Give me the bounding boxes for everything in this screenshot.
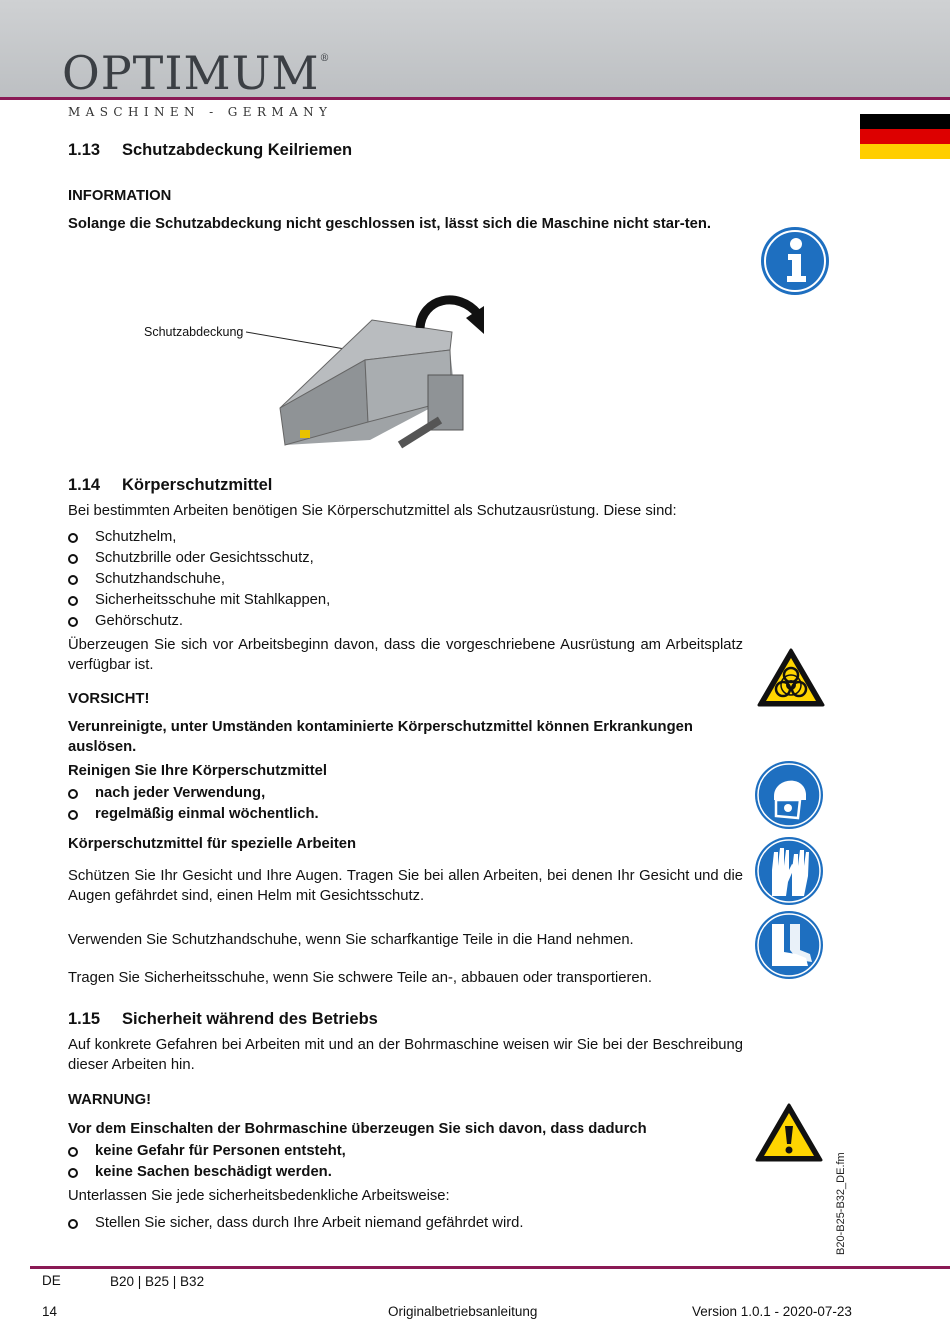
brand-name: OPTIMUM [62, 46, 320, 100]
caution-text: Verunreinigte, unter Umständen kontaminierte Körperschutzmittel können Erkrankungen auslösen. [68, 719, 693, 755]
operation-intro: Auf konkrete Gefahren bei Arbeiten mit und an der Bohrmaschine weisen wir Sie bei der Beschreibung dieser Arbeiten hin. [68, 1037, 743, 1073]
page-number: 14 [42, 1304, 58, 1319]
gloves-text: Verwenden Sie Schutzhandschuhe, wenn Sie scharfkantige Teile in die Hand nehmen. [68, 932, 634, 948]
figure-label: Schutzabdeckung [144, 325, 244, 339]
gloves-mandatory-icon [754, 836, 824, 906]
caution-label: VORSICHT! [68, 691, 150, 707]
footer-divider [30, 1266, 950, 1269]
section-heading-1-15: 1.15 Sicherheit während des Betriebs [68, 1010, 378, 1028]
face-protection-text: Schützen Sie Ihr Gesicht und Ihre Augen. Tragen Sie bei allen Arbeiten, bei denen Ihr Gesicht und die Augen gefährdet sind, einen Helm mit Gesichtsschutz. [68, 868, 743, 904]
face-shield-mandatory-icon [754, 760, 824, 830]
shoes-text: Tragen Sie Sicherheitsschuhe, wenn Sie schwere Teile an-, abbauen oder transportieren. [68, 970, 652, 986]
footer-version: Version 1.0.1 - 2020-07-23 [692, 1304, 852, 1319]
ppe-intro: Bei bestimmten Arbeiten benötigen Sie Körperschutzmittel als Schutzausrüstung. Diese sind: [68, 503, 677, 519]
footer-models: B20 | B25 | B32 [110, 1274, 205, 1289]
german-flag-icon [860, 114, 950, 159]
warning-label: WARNUNG! [68, 1092, 152, 1108]
info-icon [760, 226, 830, 296]
file-code: B20-B25-B32_DE.fm [835, 1152, 847, 1255]
general-warning-icon [754, 1102, 824, 1164]
brand-logo [62, 46, 331, 100]
footer-language: DE [42, 1273, 61, 1288]
clean-heading: Reinigen Sie Ihre Körperschutzmittel [68, 763, 327, 779]
section-heading-1-14: 1.14 Körperschutzmittel [68, 476, 273, 494]
brand-tagline: MASCHINEN - GERMANY [68, 105, 333, 119]
safety-boots-mandatory-icon [754, 910, 824, 980]
registered-mark: ® [319, 53, 331, 64]
special-heading: Körperschutzmittel für spezielle Arbeiten [68, 836, 357, 852]
biohazard-warning-icon [756, 647, 826, 709]
footer-document: Originalbetriebsanleitung [388, 1304, 538, 1319]
info-text: Solange die Schutzabdeckung nicht geschlossen ist, lässt sich die Maschine nicht star-ten. [68, 216, 711, 232]
belt-guard-figure [140, 280, 500, 450]
section-heading-1-13: 1.13 Schutzabdeckung Keilriemen [68, 141, 353, 159]
ppe-check-text: Überzeugen Sie sich vor Arbeitsbeginn davon, dass die vorgeschriebene Ausrüstung am Arbeitsplatz verfügbar ist. [68, 637, 743, 673]
info-label: INFORMATION [68, 188, 172, 204]
warning-text: Vor dem Einschalten der Bohrmaschine überzeugen Sie sich davon, dass dadurch [68, 1121, 647, 1137]
omit-text: Unterlassen Sie jede sicherheitsbedenkliche Arbeitsweise: [68, 1188, 450, 1204]
